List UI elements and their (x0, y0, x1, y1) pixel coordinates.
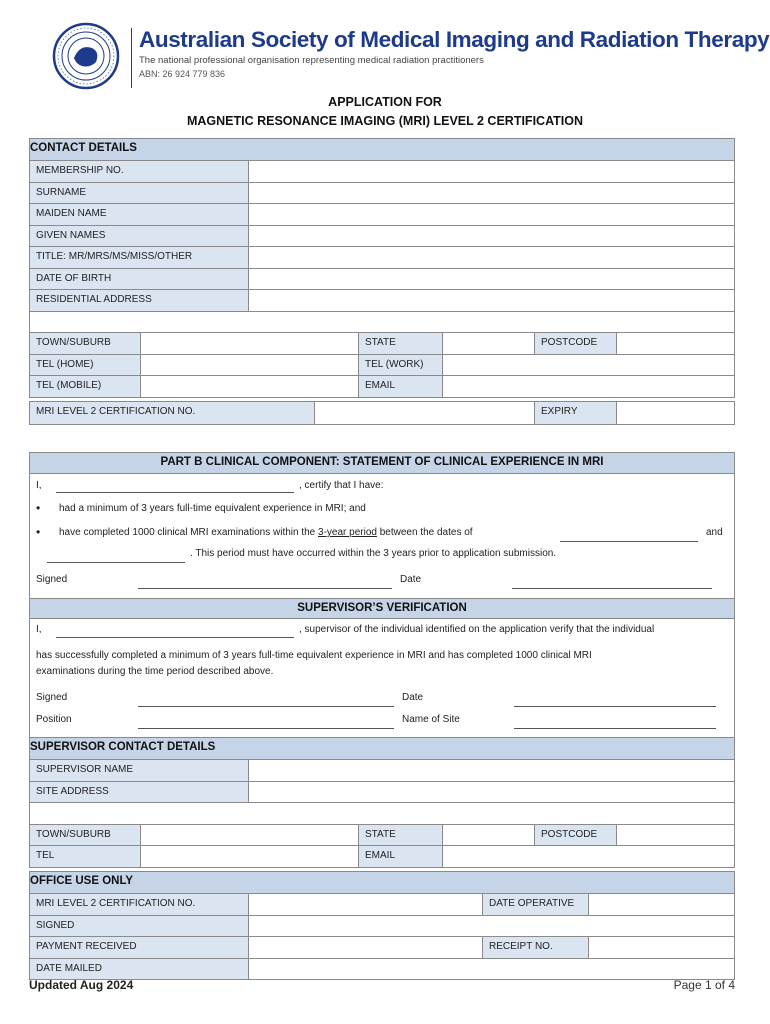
receipt-no-field[interactable] (588, 937, 734, 958)
title-label: TITLE: MR/MRS/MS/MISS/OTHER (30, 247, 248, 268)
maiden-name-label: MAIDEN NAME (30, 204, 248, 225)
supervisor-contact-table (29, 737, 735, 868)
town-label: TOWN/SUBURB (30, 333, 140, 354)
contact-details-table (29, 138, 735, 398)
supervisor-postcode-field[interactable] (616, 825, 734, 846)
supervisor-email-label: EMAIL (358, 846, 442, 867)
date-operative-label: DATE OPERATIVE (482, 894, 588, 915)
supervisor-signed-line[interactable] (138, 706, 394, 707)
email-label: EMAIL (358, 376, 442, 397)
page-number: Page 1 of 4 (673, 978, 735, 992)
site-address-label: SITE ADDRESS (30, 782, 248, 803)
partb-date-line[interactable] (512, 588, 712, 589)
supervisor-postcode-label: POSTCODE (534, 825, 616, 846)
supervisor-email-field[interactable] (442, 846, 734, 867)
asmirt-seal-logo (52, 22, 120, 90)
header-divider (131, 28, 132, 88)
supervisor-signed-label: Signed (36, 692, 68, 703)
partb-certify-text: , certify that I have: (299, 480, 384, 491)
state-field[interactable] (442, 333, 534, 354)
tel-home-field[interactable] (140, 355, 358, 376)
supervisor-site-line[interactable] (514, 728, 716, 729)
tel-mobile-label: TEL (MOBILE) (30, 376, 140, 397)
supervisor-name-label: SUPERVISOR NAME (30, 760, 248, 781)
given-names-label: GIVEN NAMES (30, 226, 248, 247)
date-mailed-field[interactable] (248, 959, 734, 980)
expiry-field[interactable] (616, 402, 734, 424)
part-b-heading: PART B CLINICAL COMPONENT: STATEMENT OF CLINICAL EXPERIENCE IN MRI (30, 453, 734, 474)
supervisor-date-label: Date (402, 692, 424, 703)
site-address-field-2[interactable] (30, 803, 734, 824)
form-title-line2: MAGNETIC RESONANCE IMAGING (MRI) LEVEL 2 CERTIFICATION (186, 114, 584, 128)
supervisor-tel-field[interactable] (140, 846, 358, 867)
partb-name-line[interactable] (56, 492, 294, 493)
supervisor-verify-text: , supervisor of the individual identified on the application verify that the individual (299, 624, 655, 635)
date-operative-field[interactable] (588, 894, 734, 915)
residential-address-field[interactable] (248, 290, 734, 311)
supervisor-contact-heading: SUPERVISOR CONTACT DETAILS (30, 738, 734, 759)
form-title-line1: APPLICATION FOR (328, 95, 442, 109)
tel-work-field[interactable] (442, 355, 734, 376)
office-use-table (29, 871, 735, 980)
bullet-icon: • (36, 525, 41, 539)
title-field[interactable] (248, 247, 734, 268)
partb-start-date-line[interactable] (560, 541, 698, 542)
office-signed-label: SIGNED (30, 916, 248, 937)
partb-period-text: . This period must have occurred within the 3 years prior to application submission. (190, 548, 557, 559)
expiry-label: EXPIRY (534, 402, 616, 424)
supervisor-name-line[interactable] (56, 637, 294, 638)
office-cert-no-field[interactable] (248, 894, 482, 915)
supervisor-position-label: Position (36, 714, 72, 725)
supervisor-town-field[interactable] (140, 825, 358, 846)
given-names-field[interactable] (248, 226, 734, 247)
office-use-heading: OFFICE USE ONLY (30, 872, 734, 893)
office-cert-no-label: MRI LEVEL 2 CERTIFICATION NO. (30, 894, 248, 915)
postcode-field[interactable] (616, 333, 734, 354)
residential-address-label: RESIDENTIAL ADDRESS (30, 290, 248, 311)
payment-received-label: PAYMENT RECEIVED (30, 937, 248, 958)
tel-mobile-field[interactable] (140, 376, 358, 397)
membership-field[interactable] (248, 161, 734, 182)
supervisor-verification-heading: SUPERVISOR’S VERIFICATION (30, 598, 734, 619)
supervisor-tel-label: TEL (30, 846, 140, 867)
supervisor-state-label: STATE (358, 825, 442, 846)
part-b-section (29, 452, 735, 738)
dob-label: DATE OF BIRTH (30, 269, 248, 290)
partb-bullet1: had a minimum of 3 years full-time equivalent experience in MRI; and (59, 503, 366, 514)
partb-bullet2-text-b: between the dates of (376, 527, 473, 538)
office-signed-field[interactable] (248, 916, 734, 937)
surname-label: SURNAME (30, 183, 248, 204)
partb-bullet2-text-a: have completed 1000 clinical MRI examinations within the (59, 527, 319, 538)
membership-label: MEMBERSHIP NO. (30, 161, 248, 182)
supervisor-i-label: I, (36, 624, 42, 635)
organisation-name: Australian Society of Medical Imaging and Radiation Therapy (139, 27, 770, 52)
supervisor-date-line[interactable] (514, 706, 716, 707)
payment-received-field[interactable] (248, 937, 482, 958)
supervisor-position-line[interactable] (138, 728, 394, 729)
supervisor-body-line1: has successfully completed a minimum of 3 years full-time equivalent experience in MRI and has completed 1000 clinical MRI (36, 650, 592, 661)
certification-no-label: MRI LEVEL 2 CERTIFICATION NO. (30, 402, 314, 424)
dob-field[interactable] (248, 269, 734, 290)
email-field[interactable] (442, 376, 734, 397)
tel-home-label: TEL (HOME) (30, 355, 140, 376)
partb-signed-label: Signed (36, 574, 68, 585)
partb-and-text: and (706, 527, 723, 538)
partb-date-label: Date (400, 574, 422, 585)
supervisor-site-label: Name of Site (402, 714, 460, 725)
town-field[interactable] (140, 333, 358, 354)
supervisor-name-field[interactable] (248, 760, 734, 781)
contact-details-heading: CONTACT DETAILS (30, 139, 734, 160)
receipt-no-label: RECEIPT NO. (482, 937, 588, 958)
organisation-tagline: The national professional organisation representing medical radiation practitioners (139, 55, 484, 66)
partb-bullet2 (59, 527, 473, 538)
residential-address-field-2[interactable] (30, 312, 734, 333)
supervisor-body-line2: examinations during the time period described above. (36, 666, 274, 677)
tel-work-label: TEL (WORK) (358, 355, 442, 376)
site-address-field[interactable] (248, 782, 734, 803)
certification-no-field[interactable] (314, 402, 534, 424)
postcode-label: POSTCODE (534, 333, 616, 354)
surname-field[interactable] (248, 183, 734, 204)
certification-table (29, 401, 735, 425)
partb-bullet2-underlined: 3-year period (318, 527, 377, 538)
date-mailed-label: DATE MAILED (30, 959, 248, 980)
maiden-name-field[interactable] (248, 204, 734, 225)
supervisor-state-field[interactable] (442, 825, 534, 846)
updated-date: Updated Aug 2024 (29, 978, 134, 992)
partb-signed-line[interactable] (138, 588, 392, 589)
bullet-icon: • (36, 501, 41, 515)
organisation-abn: ABN: 26 924 779 836 (139, 69, 226, 79)
partb-end-date-line[interactable] (47, 562, 185, 563)
partb-i-label: I, (36, 480, 42, 491)
supervisor-town-label: TOWN/SUBURB (30, 825, 140, 846)
state-label: STATE (358, 333, 442, 354)
